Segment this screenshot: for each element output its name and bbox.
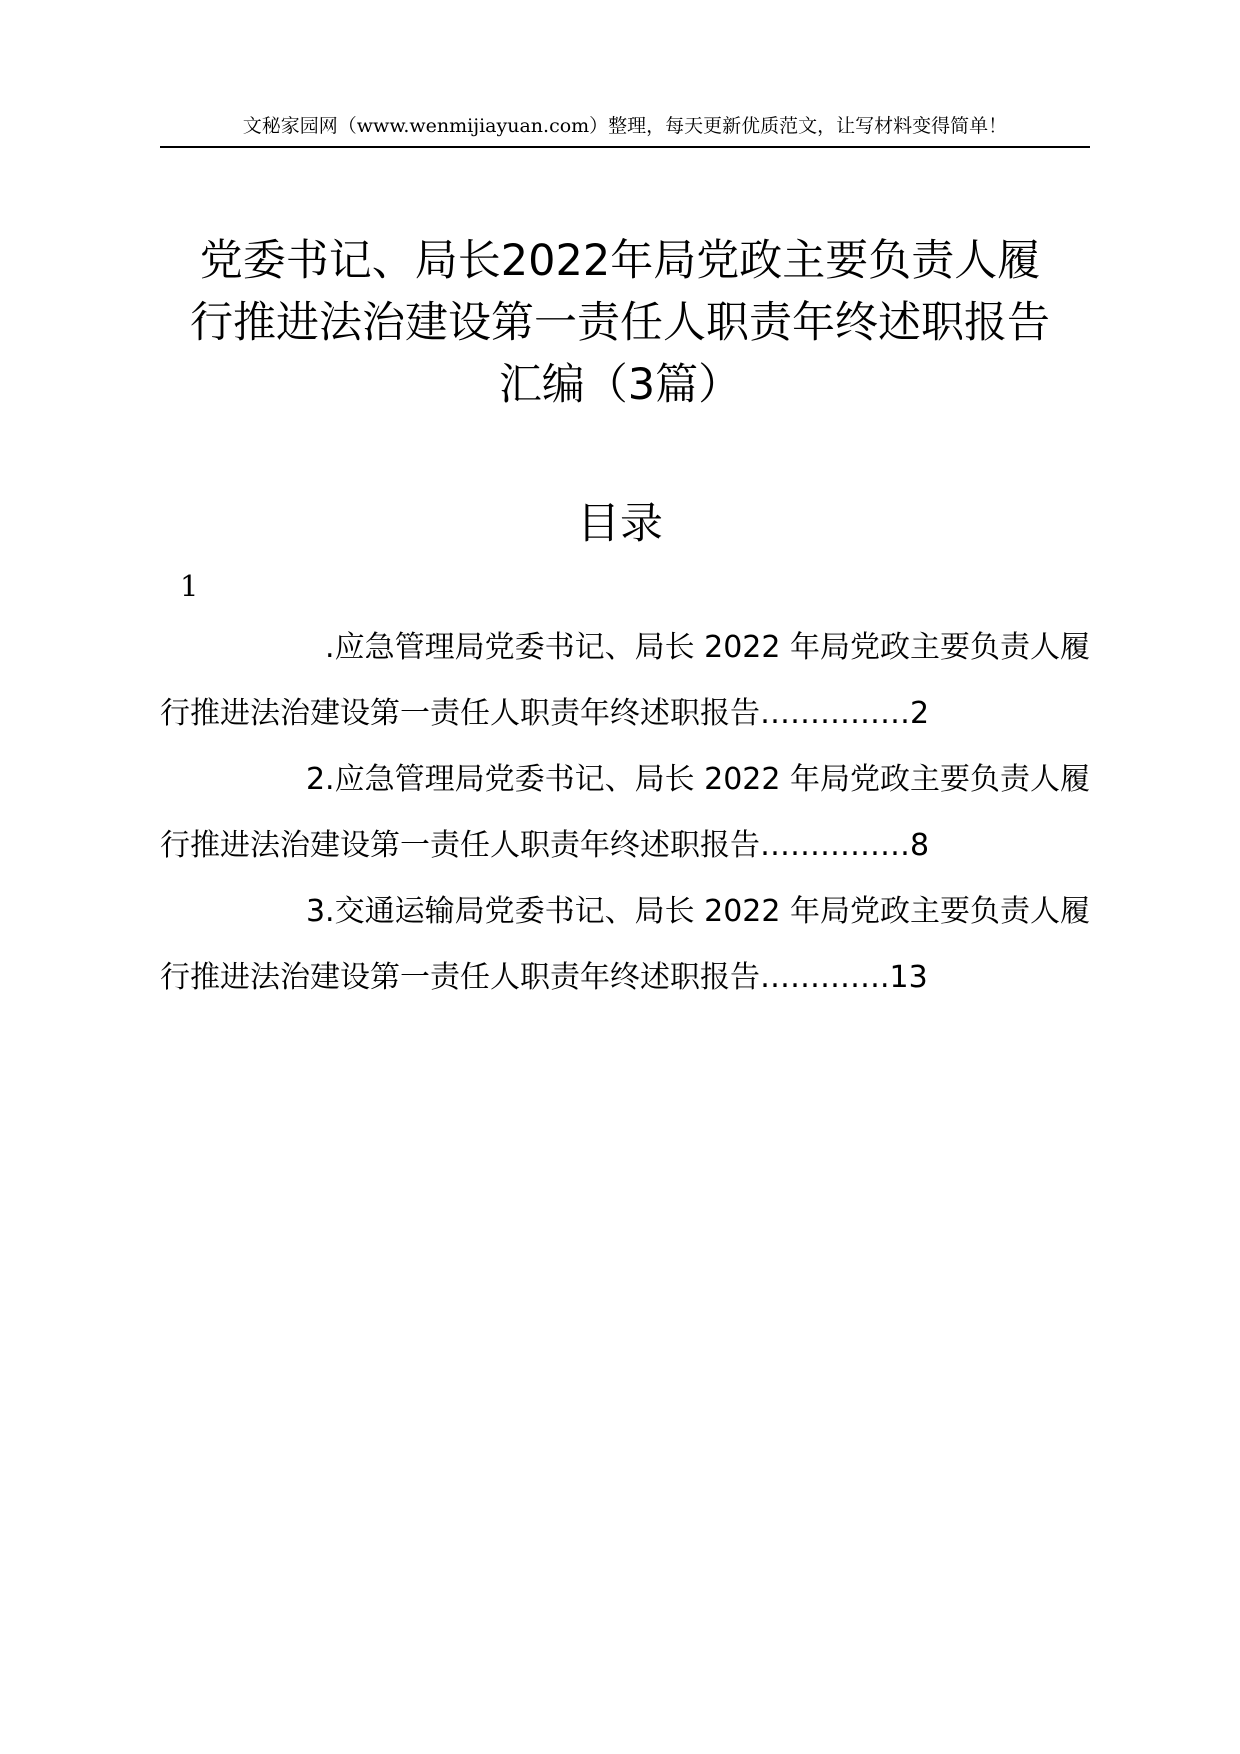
toc-entry-title-line: 3.交通运输局党委书记、局长 2022 年局党政主要负责人履	[305, 894, 1090, 929]
toc-stray-number: 1	[180, 569, 199, 603]
toc-dot-leader: ……………	[760, 828, 910, 863]
toc-dot-leader: ……………	[760, 696, 910, 731]
toc-page-number: 2	[910, 696, 930, 731]
toc-heading: 目录	[577, 499, 663, 549]
document-title-line-3: 汇编（3篇）	[498, 360, 742, 410]
document-title-line-2: 行推进法治建设第一责任人职责年终述职报告	[190, 298, 1050, 348]
table-of-contents	[160, 620, 1090, 1016]
header-rule	[160, 146, 1090, 148]
toc-entry-title-line: 2.应急管理局党委书记、局长 2022 年局党政主要负责人履	[305, 762, 1090, 797]
toc-entry-2[interactable]	[160, 752, 1090, 884]
toc-entry-title-continuation: 行推进法治建设第一责任人职责年终述职报告	[160, 828, 760, 863]
toc-entry-3[interactable]	[160, 884, 1090, 1016]
document-title-line-1: 党委书记、局长2022年局党政主要负责人履	[199, 236, 1041, 286]
toc-page-number: 13	[889, 960, 928, 995]
toc-entry-1[interactable]	[160, 620, 1090, 752]
document-title	[130, 230, 1110, 416]
toc-entry-title-continuation: 行推进法治建设第一责任人职责年终述职报告	[160, 696, 760, 731]
header-note: 文秘家园网（www.wenmijiayuan.com）整理，每天更新优质范文，让写材料变得简单！	[242, 115, 1008, 137]
toc-page-number: 8	[910, 828, 930, 863]
toc-entry-continuation-line	[160, 950, 928, 1006]
toc-entry-continuation-line	[160, 686, 929, 742]
toc-dot-leader: ………….	[760, 960, 890, 995]
toc-entry-title-line: .应急管理局党委书记、局长 2022 年局党政主要负责人履	[325, 630, 1090, 665]
toc-entry-continuation-line	[160, 818, 929, 874]
toc-entry-title-continuation: 行推进法治建设第一责任人职责年终述职报告	[160, 960, 760, 995]
